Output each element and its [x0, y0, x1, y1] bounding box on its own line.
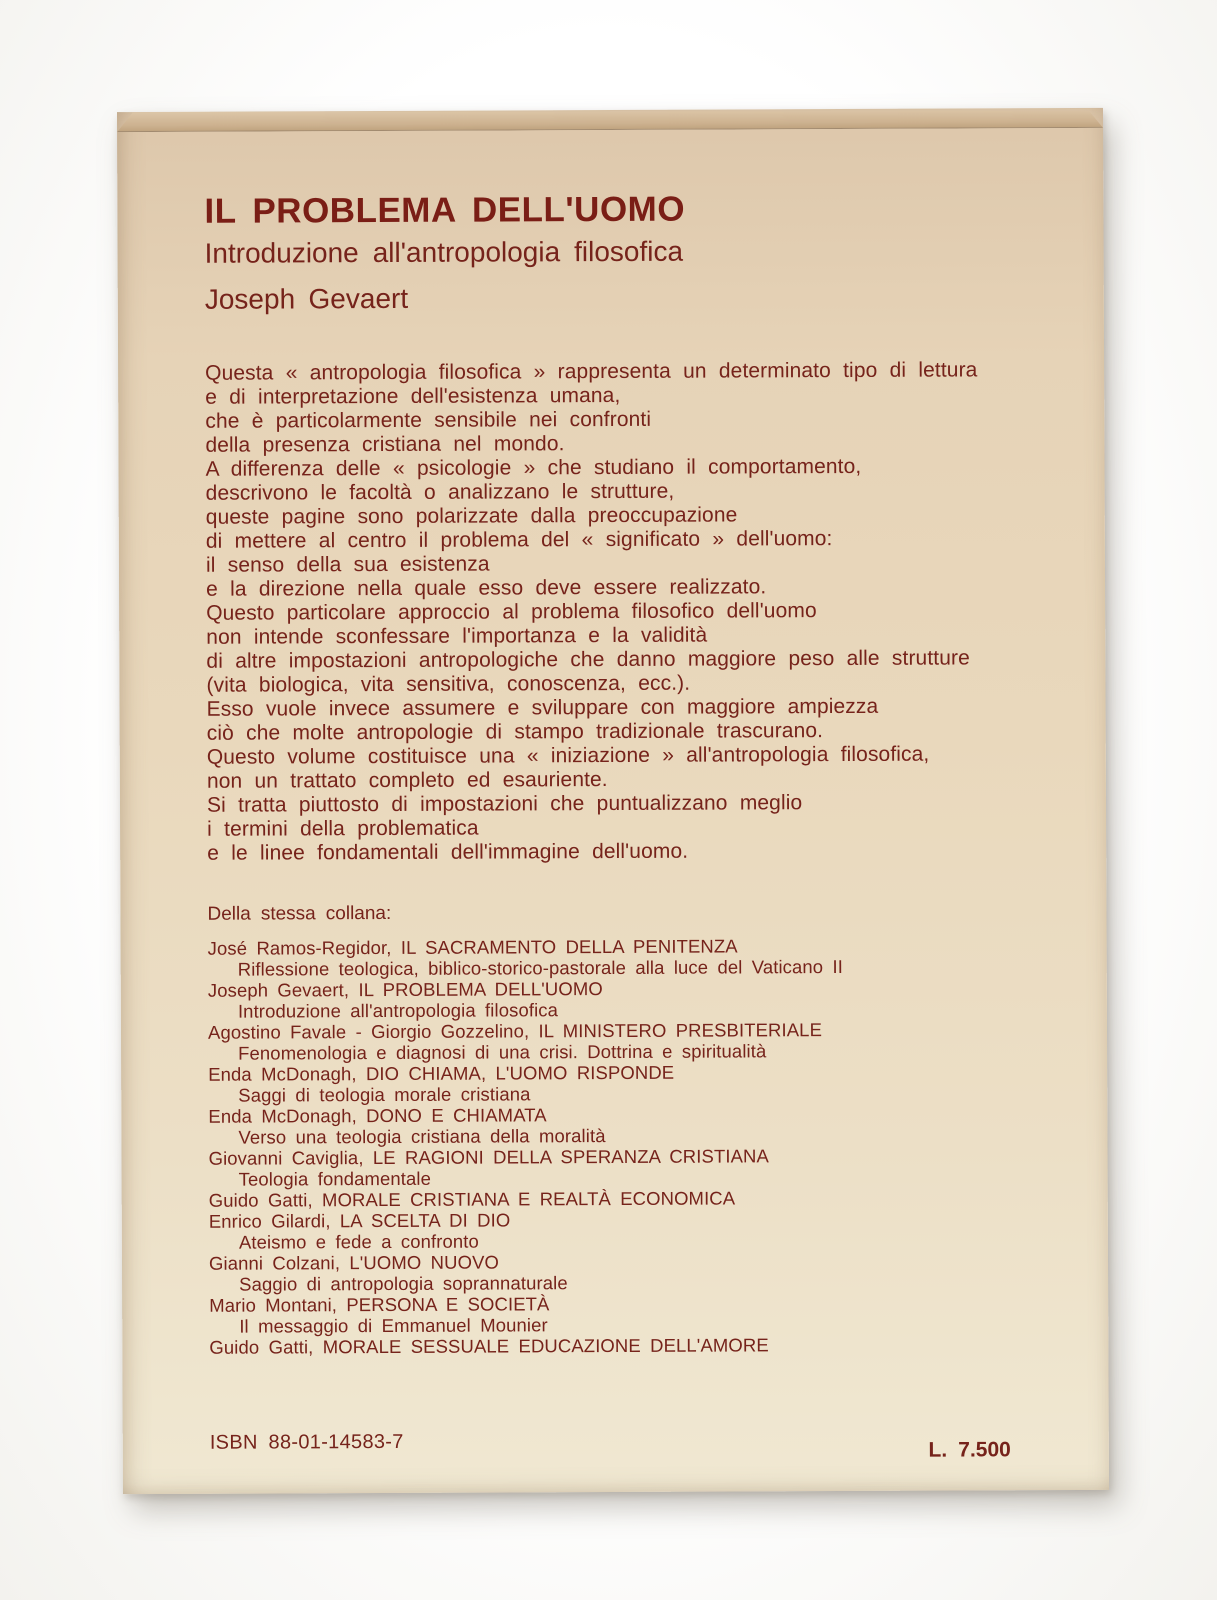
series-entry-title: Gianni Colzani, L'UOMO NUOVO [208, 1251, 500, 1274]
description-line: e le linee fondamentali dell'immagine dell'uomo. [207, 839, 689, 865]
description-line: di altre impostazioni antropologiche che danno maggiore peso alle strutture [206, 646, 970, 673]
description-line: A differenza delle « psicologie » che studiano il comportamento, [205, 454, 862, 481]
book-author: Joseph Gevaert [204, 282, 409, 315]
description-line: ciò che molte antropologie di stampo tradizionale trascurano. [206, 719, 824, 745]
isbn-label: ISBN 88-01-14583-7 [209, 1430, 404, 1454]
series-entry-subtitle: Riflessione teologica, biblico-storico-pastorale alla luce del Vaticano II [237, 955, 844, 980]
series-entry-title: Giovanni Caviglia, LE RAGIONI DELLA SPERANZA CRISTIANA [208, 1145, 769, 1169]
series-list [208, 934, 1010, 1357]
description-line: il senso della sua esistenza [205, 552, 490, 577]
description-line: Si tratta piuttosto di impostazioni che puntualizzano meglio [206, 791, 803, 817]
description-line: queste pagine sono polarizzate dalla preoccupazione [205, 503, 738, 529]
series-entry-title: José Ramos-Regidor, IL SACRAMENTO DELLA PENITENZA [207, 935, 738, 959]
series-heading: Della stessa collana: [207, 902, 392, 925]
description-line: non un trattato completo ed esauriente. [206, 768, 608, 793]
series-entry-title: Mario Montani, PERSONA E SOCIETÀ [209, 1293, 550, 1316]
description-line: della presenza cristiana nel mondo. [205, 432, 565, 457]
series-entry-subtitle: Fenomenologia e diagnosi di una crisi. Dottrina e spiritualità [238, 1040, 767, 1064]
description-line: Questo volume costituisce una « iniziazione » all'antropologia filosofica, [206, 742, 930, 769]
series-entry-title: Joseph Gevaert, IL PROBLEMA DELL'UOMO [207, 978, 603, 1001]
series-entry-title: Enrico Gilardi, LA SCELTA DI DIO [208, 1209, 511, 1232]
series-entry-subtitle: Verso una teologia cristiana della moralità [238, 1125, 606, 1148]
description-line: Esso vuole invece assumere e sviluppare con maggiore ampiezza [206, 694, 879, 721]
description-line: e la direzione nella quale esso deve essere realizzato. [206, 575, 767, 601]
description-line: che è particolarmente sensibile nei confronti [205, 407, 652, 433]
description-line: Questa « antropologia filosofica » rappresenta un determinato tipo di lettura [205, 358, 978, 385]
series-entry-title: Agostino Favale - Giorgio Gozzelino, IL MINISTERO PRESBITERIALE [207, 1019, 823, 1043]
book-pages-top-edge [117, 108, 1103, 132]
book-title: IL PROBLEMA DELL'UOMO [204, 189, 686, 231]
book-back-cover [117, 108, 1109, 1494]
description-line: non intende sconfessare l'importanza e la validità [206, 623, 708, 649]
description-line: di mettere al centro il problema del « significato » dell'uomo: [205, 527, 833, 553]
series-entry-title: Guido Gatti, MORALE SESSUALE EDUCAZIONE DELL'AMORE [209, 1334, 769, 1358]
description-line: (vita biologica, vita sensitiva, conoscenza, ecc.). [206, 671, 691, 697]
series-entry-subtitle: Introduzione all'antropologia filosofica [237, 999, 559, 1022]
series-entry-title: Enda McDonagh, DONO E CHIAMATA [208, 1104, 547, 1127]
price-label: L. 7.500 [928, 1438, 1011, 1462]
series-entry-subtitle: Teologia fondamentale [238, 1167, 432, 1190]
series-entry-title: Enda McDonagh, DIO CHIAMA, L'UOMO RISPONDE [208, 1061, 675, 1085]
description-line: descrivono le facoltà o analizzano le strutture, [205, 479, 675, 505]
description-line: e di interpretazione dell'esistenza umana, [205, 383, 621, 409]
series-entry-subtitle: Saggio di antropologia soprannaturale [239, 1272, 568, 1295]
description-line: Questo particolare approccio al problema filosofico dell'uomo [206, 599, 817, 625]
series-entry-subtitle: Il messaggio di Emmanuel Mounier [239, 1314, 548, 1337]
book-description [205, 358, 987, 865]
book-subtitle: Introduzione all'antropologia filosofica [204, 235, 684, 269]
series-entry-subtitle: Ateismo e fede a confronto [238, 1230, 479, 1253]
series-entry-title: Guido Gatti, MORALE CRISTIANA E REALTÀ ECONOMICA [208, 1187, 736, 1211]
description-line: i termini della problematica [207, 816, 479, 841]
series-entry-subtitle: Saggi di teologia morale cristiana [238, 1083, 531, 1106]
